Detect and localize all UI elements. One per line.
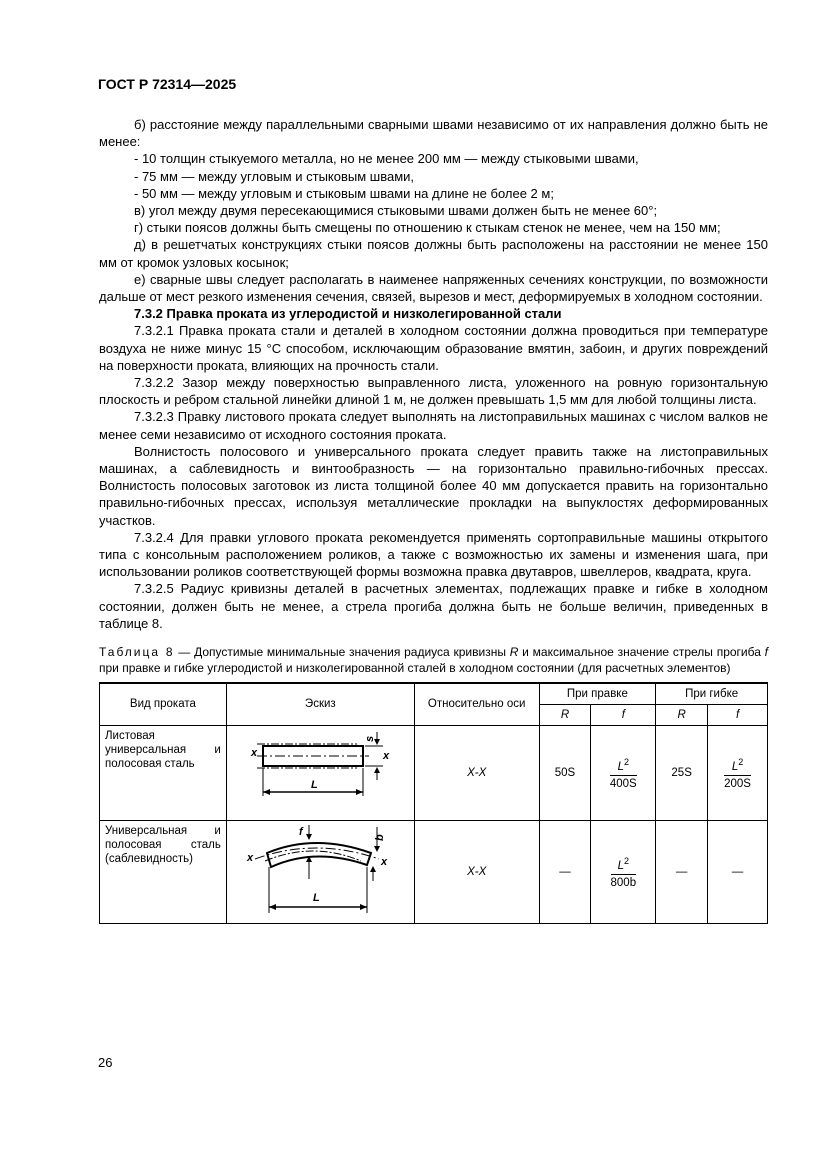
list-item: - 10 толщин стыкуемого металла, но не менее 200 мм — между стыковыми швами, (134, 151, 639, 167)
sketch-label-b: b (374, 834, 387, 841)
f-bending-cell (708, 725, 768, 820)
header-rolled-type: Вид проката (100, 683, 227, 726)
paragraph-b: б) расстояние между параллельными сварными швами независимо от их направления должно быть не менее: (99, 117, 768, 150)
superscript: 2 (738, 756, 744, 767)
r-straightening-cell (539, 820, 591, 923)
header-f-bending: f (708, 704, 768, 725)
document-header: ГОСТ Р 72314—2025 (98, 76, 237, 92)
header-r-straightening: R (539, 704, 591, 725)
axis-cell: X-X (414, 725, 539, 820)
f-straightening-cell (591, 820, 656, 923)
r-bending-cell (656, 725, 708, 820)
arrow-head (306, 834, 312, 840)
f-bending-value: — (731, 865, 744, 878)
header-sketch: Эскиз (226, 683, 414, 726)
page-number: 26 (98, 1055, 113, 1070)
sketch-label-x: x (251, 746, 258, 759)
main-content (99, 116, 768, 924)
r-bending-value: 25S (671, 766, 692, 779)
fraction-denominator: 200S (724, 777, 751, 790)
r-bending-cell (656, 820, 708, 923)
table-caption-label: Таблица 8 (99, 645, 175, 660)
f-bending-cell (708, 820, 768, 923)
rolled-type-cell: Универсальная и полосовая сталь (саблевидность) (100, 820, 227, 923)
table-caption (99, 645, 768, 676)
r-straightening-value: — (559, 865, 571, 878)
caption-symbol-r: R (509, 645, 519, 660)
fraction (724, 755, 751, 791)
arrow-head (360, 904, 367, 910)
paragraph-waviness: Волнистость полосового и универсального проката следует править также на листоправильных машинах, а саблевидность и винтообразность — на горизонтально правильно-гибочных прессах. Волнистость полосовых заготовок из листа толщиной более 40 мм допускается править на горизонтально правильно-гибочных прессах, используя металлические прокладки на выпуклостях деформированных участков. (99, 443, 768, 528)
fraction-numerator: $L^2$ (610, 755, 637, 776)
arrow-head (269, 904, 276, 910)
paragraph-d: д) в решетчатых конструкциях стыки поясов должны быть расположены на расстоянии не менее 150 мм от кромок узловых косынок; (99, 237, 768, 270)
paragraph-7-3-2-3: 7.3.2.3 Правку листового проката следует выполнять на листоправильных машинах с числом валков не менее семи независимо от исходного состояния проката. (99, 409, 768, 442)
fraction-numerator: $L^2$ (611, 854, 637, 875)
header-f-straightening: f (591, 704, 656, 725)
sketch-cell (226, 725, 414, 820)
arrow-head (374, 767, 380, 773)
header-axis: Относительно оси (414, 683, 539, 726)
superscript: 2 (624, 855, 630, 866)
sketch-label-x: x (381, 855, 388, 868)
table-row (100, 820, 768, 923)
fraction-denominator: 400S (609, 777, 637, 790)
sketch-label-x: x (247, 851, 254, 864)
camber-sketch (227, 821, 413, 919)
sketch-label-f: f (299, 825, 303, 838)
list-item: - 50 мм — между угловым и стыковым швами на длине не более 2 м; (134, 185, 554, 201)
header-r-bending: R (656, 704, 708, 725)
header-straightening: При правке (539, 683, 656, 705)
paragraph-g: г) стыки поясов должны быть смещены по отношению к стыкам стенок не менее, чем на 150 мм; (134, 220, 721, 236)
f-straightening-cell (591, 725, 656, 820)
paragraph-7-3-2-1: 7.3.2.1 Правка проката стали и деталей в холодном состоянии должна проводиться при температуре воздуха не ниже минус 15 °С способом, исключающим образование вмятин, забоин, и других повреждений на поверхности проката, влияющих на прочность стали. (99, 323, 768, 373)
fraction (610, 755, 637, 791)
caption-symbol-f: f (764, 645, 769, 660)
arrow-head (370, 866, 376, 872)
table-caption-text: и максимальное значение стрелы прогиба (518, 645, 765, 660)
table-row (100, 725, 768, 820)
sketch-label-s: s (364, 735, 377, 742)
fraction-numerator: $L^2$ (724, 755, 751, 776)
section-heading-7-3-2: 7.3.2 Правка проката из углеродистой и низколегированной стали (134, 306, 562, 322)
sketch-cell (226, 820, 414, 923)
paragraph-7-3-2-5: 7.3.2.5 Радиус кривизны деталей в расчетных элементах, подлежащих правке и гибке в холодном состоянии, должен быть не менее, а стрела прогиба должна быть не больше величин, приведенных в таблице 8. (99, 581, 768, 631)
paragraph-7-3-2-2: 7.3.2.2 Зазор между поверхностью выправленного листа, уложенного на ровную горизонтальную плоскость и ребром стальной линейки длиной 1 м, не должен превышать 1,5 мм для любой толщины листа. (99, 375, 768, 408)
paragraph-7-3-2-4: 7.3.2.4 Для правки углового проката рекомендуется применять сортоправильные машины открытого типа с консольным расположением роликов, а также с возможностью их замены и изменения шага, при использовании роликов соответствующей формы возможна правка двутавров, швеллеров, квадрата, круга. (99, 529, 768, 580)
table-caption-text: — Допустимые минимальные значения радиуса кривизны (174, 645, 510, 660)
sketch-label-x: x (383, 749, 390, 762)
axis-cell: X-X (414, 820, 539, 923)
arrow-head (356, 789, 363, 795)
table-caption-text: при правке и гибке углеродистой и низколегированной сталей в холодном состоянии (для расчетных элементов) (99, 660, 731, 675)
table-8 (99, 682, 768, 924)
arrow-head (374, 846, 380, 852)
r-bending-value: — (675, 865, 688, 878)
paragraph-e: е) сварные швы следует располагать в наименее напряженных сечениях конструкции, по возможности дальше от мест резкого изменения сечения, связей, вырезов и мест, деформируемых в холодном состоянии. (99, 271, 768, 305)
r-straightening-cell (539, 725, 591, 820)
arrow-head (263, 789, 270, 795)
superscript: 2 (624, 756, 630, 767)
sketch-label-l: L (311, 778, 319, 791)
sheet-sketch (227, 726, 413, 816)
r-straightening-value: 50S (554, 766, 576, 779)
fraction (611, 854, 637, 890)
header-bending: При гибке (656, 683, 768, 705)
sketch-label-l: L (313, 891, 321, 904)
list-item: - 75 мм — между угловым и стыковым швами, (134, 168, 415, 184)
paragraph-v: в) угол между двумя пересекающимися стыковыми швами должен быть не менее 60°; (134, 203, 658, 219)
rolled-type-cell: Листовая универсальная и полосовая сталь (100, 725, 227, 820)
fraction-denominator: 800b (610, 876, 637, 889)
